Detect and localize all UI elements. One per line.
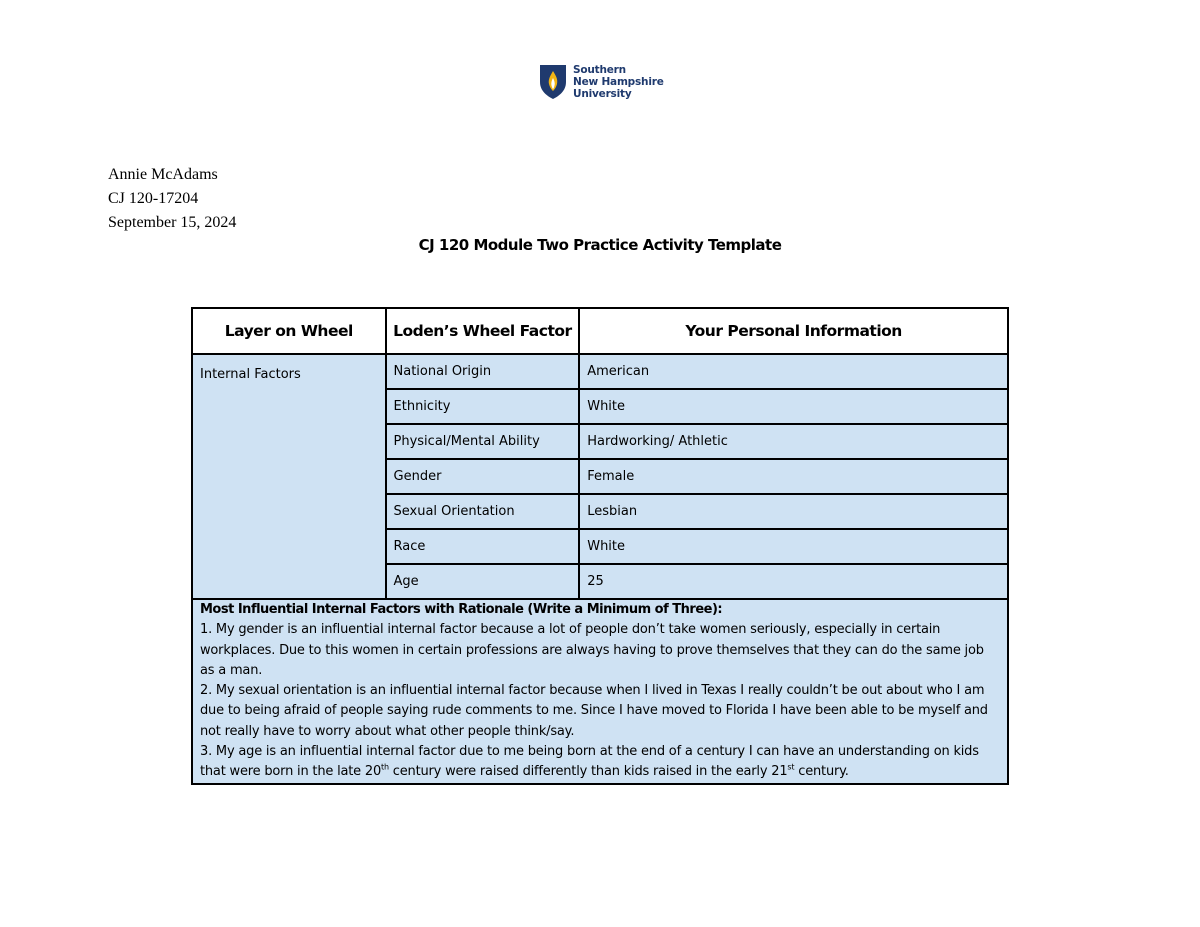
header-personal-information: Your Personal Information [579,308,1008,354]
superscript-st: st [787,763,795,773]
rationale-item-2: 2. My sexual orientation is an influential internal factor because when I lived in Texas I really couldn’t be out about who I am due to being afraid of people saying rude comments to me. Since I have moved to Florida I have been able to be myself and not really have to worry about what other people think/say. [200,683,988,739]
info-cell: Lesbian [579,494,1008,529]
rationale-item-3-text-b: century were raised differently than kids raised in the early 21 [388,764,788,780]
snhu-logo [539,64,664,100]
shield-flame-icon [539,64,567,100]
layer-cell: Internal Factors [192,354,386,599]
info-cell: American [579,354,1008,389]
rationale-row [192,599,1008,784]
table-row [192,354,1008,389]
lodens-wheel-table [191,307,1009,785]
logo-line-3: University [573,88,632,100]
rationale-item-3-text-c: century. [794,764,849,780]
student-name: Annie McAdams [108,166,218,183]
rationale-item-3 [200,742,1000,783]
info-cell: 25 [579,564,1008,599]
rationale-item-1: 1. My gender is an influential internal factor because a lot of people don’t take women seriously, especially in certain workplaces. Due to this women in certain professions are always having to prove themselves that they can do the same job as a man. [200,622,984,678]
submission-date: September 15, 2024 [108,214,237,231]
rationale-cell [192,599,1008,784]
info-cell: Hardworking/ Athletic [579,424,1008,459]
factor-cell: Race [386,529,580,564]
student-header [108,163,236,235]
document-title: CJ 120 Module Two Practice Activity Template [418,236,782,254]
factor-cell: Gender [386,459,580,494]
rationale-heading: Most Influential Internal Factors with Rationale (Write a Minimum of Three): [200,602,723,617]
info-cell: White [579,529,1008,564]
rationale-item-3-text-a: 3. My age is an influential internal factor due to me being born at the end of a century I can have an understanding on kids that were born in the late 20 [200,744,979,780]
info-cell: White [579,389,1008,424]
logo-line-2: New Hampshire [573,76,664,88]
logo-line-1: Southern [573,64,626,76]
table-header-row [192,308,1008,354]
factor-cell: Sexual Orientation [386,494,580,529]
course-code: CJ 120-17204 [108,190,199,207]
factor-cell: Ethnicity [386,389,580,424]
factor-cell: Physical/Mental Ability [386,424,580,459]
header-layer-on-wheel: Layer on Wheel [192,308,386,354]
factor-cell: Age [386,564,580,599]
superscript-th: th [381,763,389,773]
info-cell: Female [579,459,1008,494]
logo-wordmark [573,64,664,100]
factor-cell: National Origin [386,354,580,389]
header-lodens-wheel-factor: Loden’s Wheel Factor [386,308,580,354]
